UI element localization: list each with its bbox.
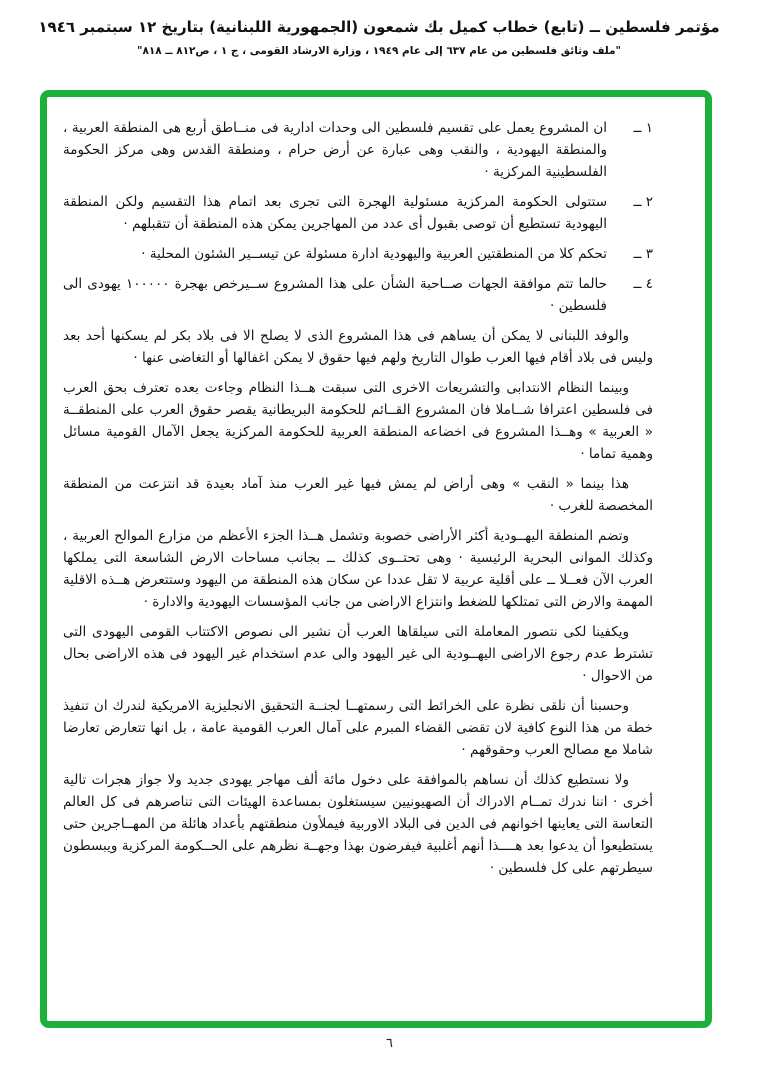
document-source-citation: "ملف وثائق فلسطين من عام ٦٣٧ إلى عام ١٩٤٩ ، وزارة الارشاد القومى ، ج ١ ، ص٨١٢ ــ ٨١٨" xyxy=(136,45,622,57)
item-number: ٤ ــ xyxy=(633,276,654,292)
document-header xyxy=(0,18,758,57)
content-border-box xyxy=(40,90,712,1028)
item-text: ستتولى الحكومة المركزية مسئولية الهجرة التى تجرى بعد اتمام هذا التقسيم ولكن المنطقة اليهودية تستطيع أن توصى بقبول أى عدد من المهاجرين يمكن هذه المنطقة أن تتقبلهم · xyxy=(63,194,607,232)
paragraph-inquiry-committee-maps: وحسبنا أن نلقى نظرة على الخرائط التى رسمتهــا لجنــة التحقيق الانجليزية الامريكية لندرك ان تنفيذ خطة من هذا النوع كافية لان تقضى القضاء المبرم على آمال العرب القومية عامة ، بل انها تتعارض تعارضا شاملا مع مصالح العرب وحقوقهم · xyxy=(63,698,653,758)
document-body xyxy=(47,97,705,897)
item-number: ٣ ــ xyxy=(633,246,653,262)
numbered-item-1 xyxy=(63,117,653,183)
paragraph-national-fund-terms: ويكفينا لكى نتصور المعاملة التى سيلقاها العرب أن نشير الى نصوص الاكتتاب القومى اليهودى التى تشترط عدم رجوع الاراضى اليهــودية الى غير اليهود والى عدم استخدام غير اليهود فى هذه الاراضى بحال من الاحوال · xyxy=(63,624,653,684)
numbered-item-3 xyxy=(63,243,653,265)
item-number: ١ ــ xyxy=(633,120,653,136)
item-text: تحكم كلا من المنطقتين العربية واليهودية ادارة مسئولة عن تيســير الشئون المحلية · xyxy=(141,246,607,262)
paragraph-lebanese-delegation: والوفد اللبنانى لا يمكن أن يساهم فى هذا المشروع الذى لا يصلح الا فى بلاد بكر لم يسكنها أحد بعد وليس فى بلاد أقام فيها العرب طوال التاريخ ولهم فيها حقوق لا يمكن اغفالها أو التغاضى عنها · xyxy=(63,328,653,366)
paragraph-jewish-zone-lands: وتضم المنطقة اليهــودية أكثر الأراضى خصوبة وتشمل هــذا الجزء الأعظم من مزارع الموالح العربية ، وكذلك الموانى البحرية الرئيسية · وهى تحتــوى كذلك ــ بجانب مساحات الارض الشاسعة التى يملكها العرب الآن فعــلا ــ على أقلية عربية لا تقل عددا عن سكان هذه المنطقة من اليهود وستتعرض هــذه الاقلية المهمة والارض التى تمتلكها للضغط وانتزاع الاراضى من جانب المؤسسات اليهودية والادارة · xyxy=(63,528,653,610)
numbered-item-2 xyxy=(63,191,653,235)
numbered-item-4 xyxy=(63,273,653,317)
paragraph-immigration-refusal: ولا نستطيع كذلك أن نساهم بالموافقة على دخول مائة ألف مهاجر يهودى جديد ولا جواز هجرات تالية أخرى · اننا ندرك تمــام الادراك أن الصهيونيين سيستغلون بمساعدة الهيئات التى تناصرهم فى كل العالم التعاسة التى يعاينها اخوانهم فى الدين فى البلاد الاوربية فيملأون منطقتهم بأعداد هائلة من المهــاجرين حتى يستطيعوا أن يدعوا بعد هــــذا أنهم أغلبية فيفرضون بهذا وجهــة نظرهم على الحــكومة المركزية ويبسطون سيطرتهم على كل فلسطين · xyxy=(63,772,653,876)
item-text: ان المشروع يعمل على تقسيم فلسطين الى وحدات ادارية فى منــاطق أربع هى المنطقة العربية ، والمنطقة اليهودية ، والنقب وهى عبارة عن أرض حرام ، ومنطقة القدس وهى مركز الحكومة الفلسطينية المركزية · xyxy=(63,120,607,180)
paragraph-negev: هذا بينما « النقب » وهى أراض لم يمش فيها غير العرب منذ آماد بعيدة قد انتزعت من المنطقة المخصصة للغرب · xyxy=(63,476,653,514)
document-title: مؤتمر فلسطين ــ (تابع) خطاب كميل بك شمعون (الجمهورية اللبنانية) بتاريخ ١٢ سبتمبر ١٩٤٦ xyxy=(38,18,720,36)
item-number: ٢ ــ xyxy=(633,194,653,210)
item-text: حالما تتم موافقة الجهات صــاحبة الشأن على هذا المشروع ســيرخص بهجرة ١٠٠٠٠٠ يهودى الى فلسطين · xyxy=(63,276,608,314)
page-number: ٦ xyxy=(386,1036,393,1051)
paragraph-mandate-system: وبينما النظام الانتدابى والتشريعات الاخرى التى سبقت هــذا النظام وجاءت بعده تعترف بحق العرب فى فلسطين اعترافا شــاملا فان المشروع القــائم للحكومة البريطانية يقصر حقوق العرب على المنطقــة « العربية » وهــذا المشروع فى اخضاعه المنطقة العربية للحكومة المركزية يجعل الآمال القومية مسائل وهمية تماما · xyxy=(63,380,653,462)
